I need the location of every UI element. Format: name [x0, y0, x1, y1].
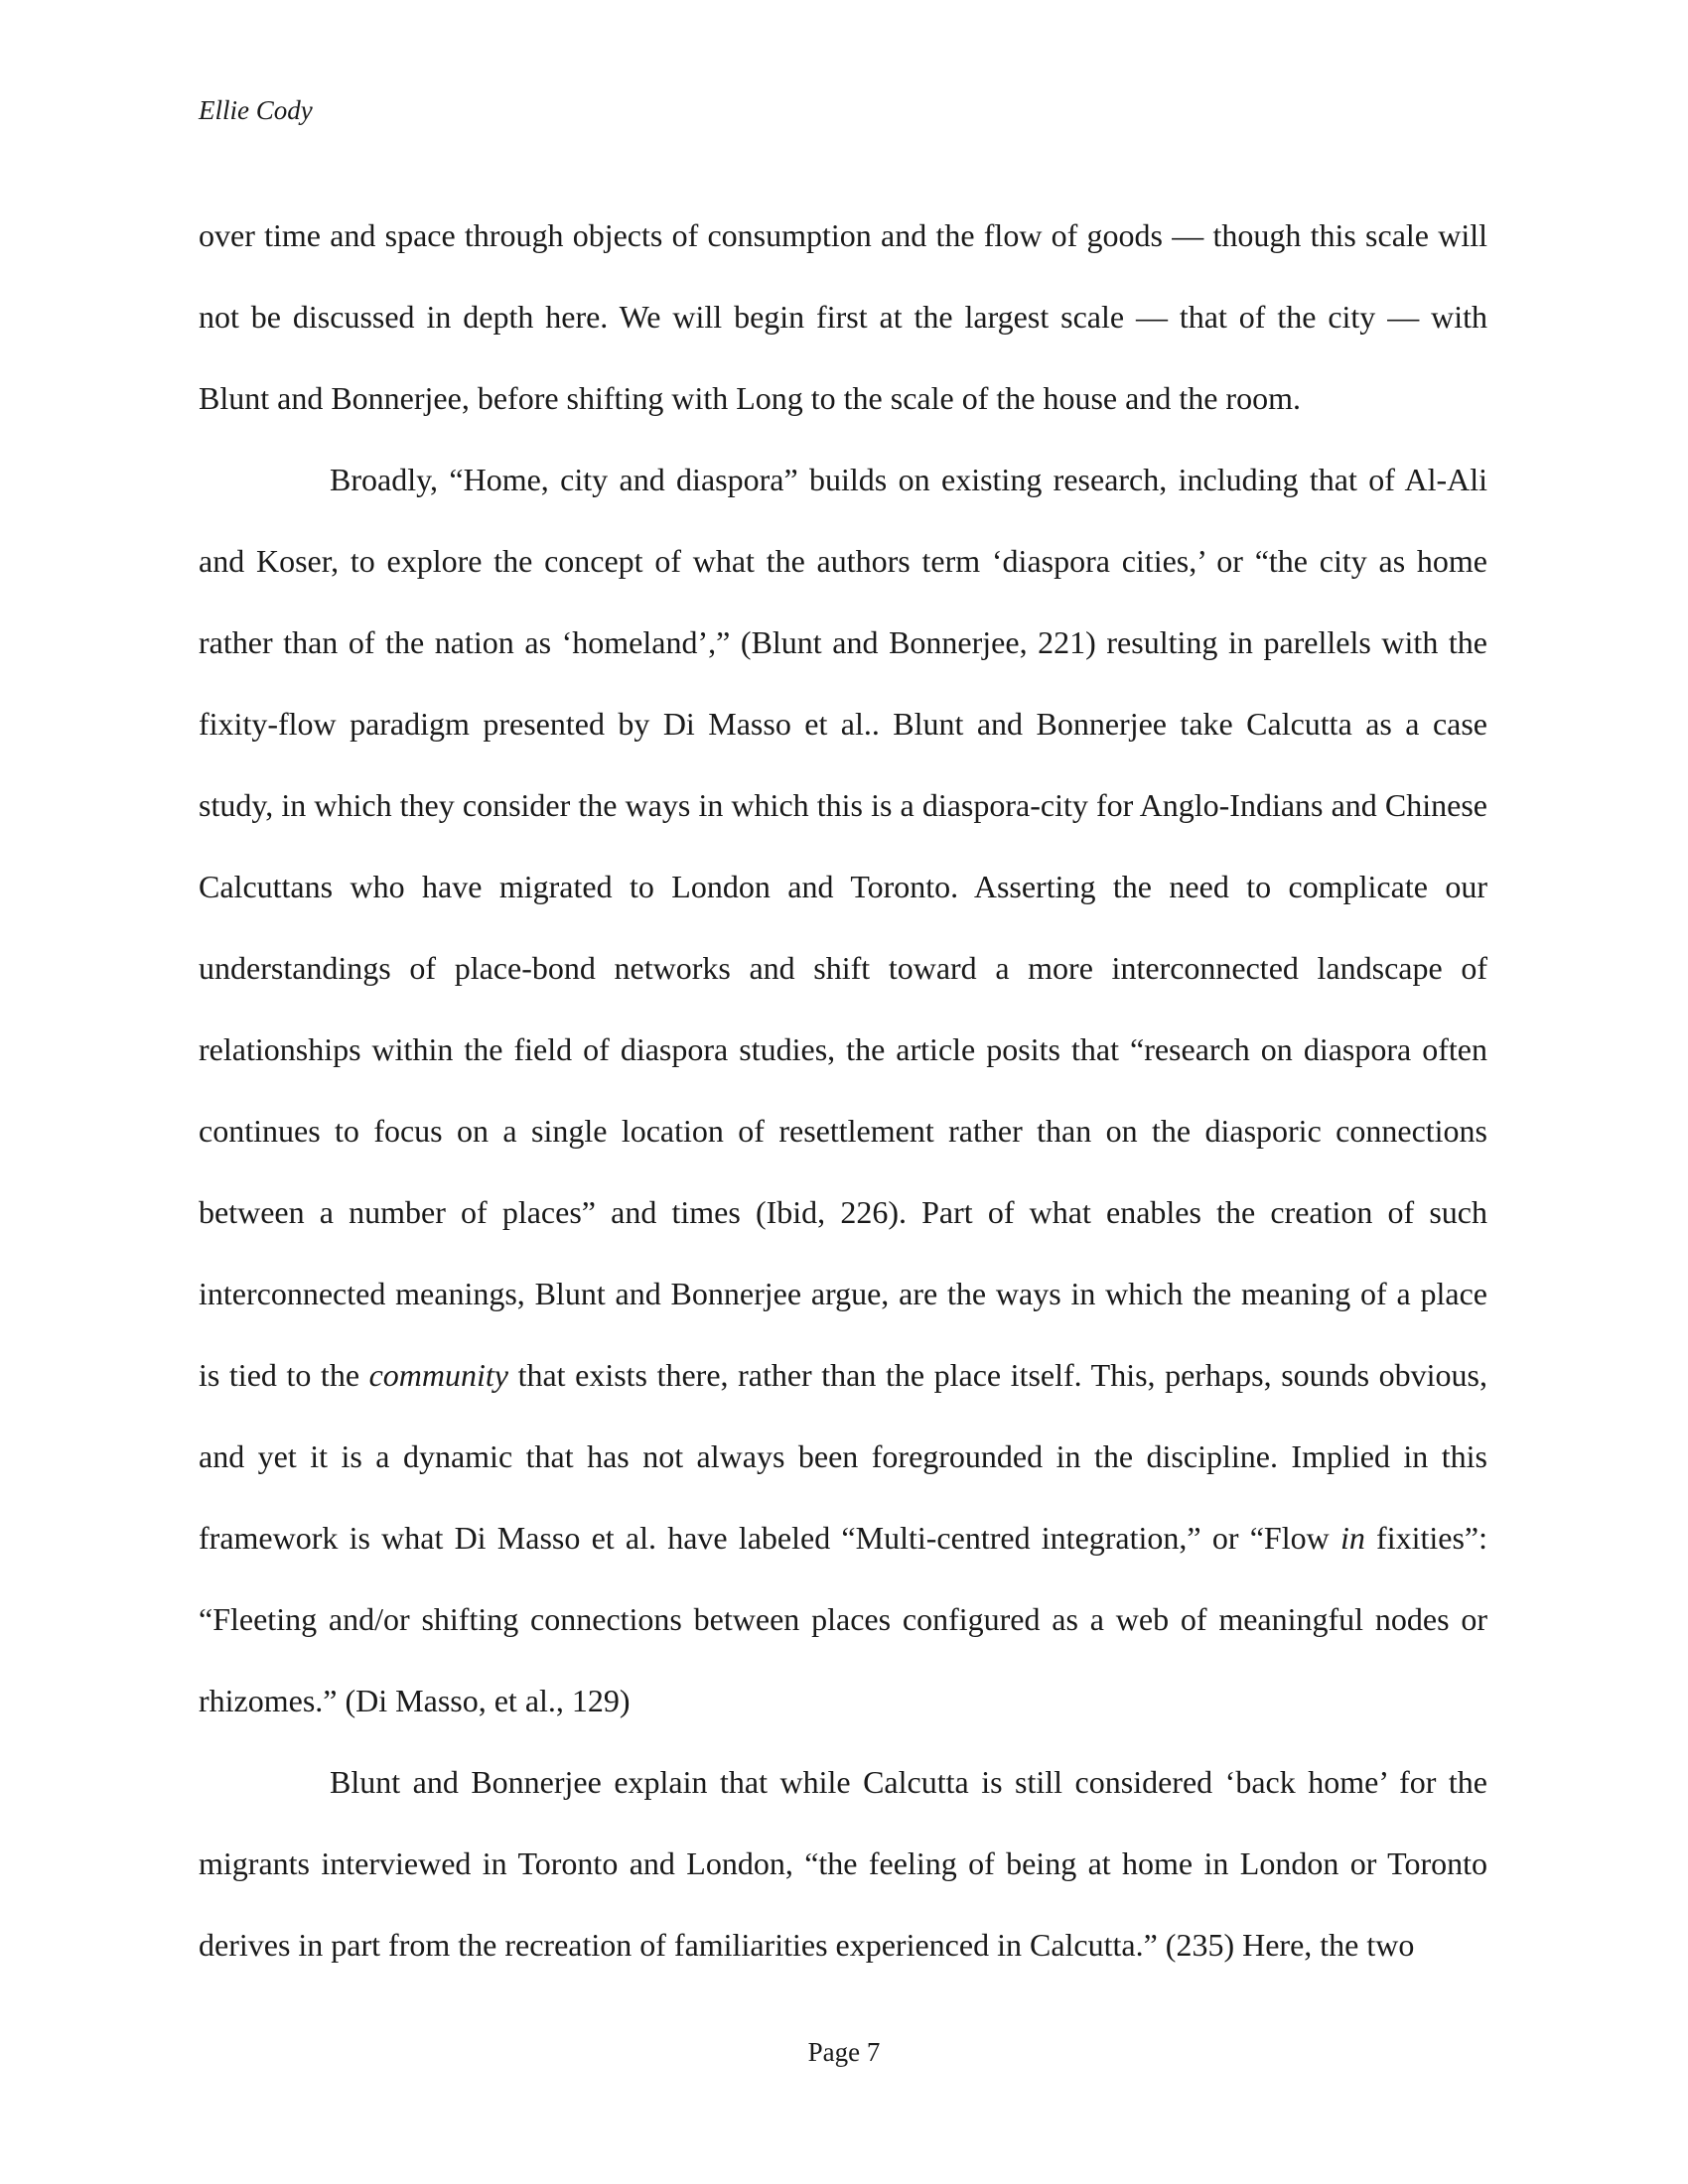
page-number: Page 7: [807, 2037, 881, 2067]
emphasis-community: community: [368, 1357, 508, 1393]
paragraph-3: Blunt and Bonnerjee explain that while Calcutta is still considered ‘back home’ for the migrants interviewed in Toronto and London, “the feeling of being at home in London or Toronto derives in part from the recreation of familiarities experienced in Calcutta.” (235) Here, the two: [199, 1764, 1487, 1963]
emphasis-in: in: [1339, 1520, 1365, 1556]
paragraph-1: over time and space through objects of consumption and the flow of goods — though this scale will not be discussed in depth here. We will begin first at the largest scale — that of the city — with Blunt and Bonnerjee, before shifting with Long to the scale of the house and the room.: [199, 217, 1487, 416]
paragraph-2-text-a: Broadly, “Home, city and diaspora” builds on existing research, including that of Al-Ali and Koser, to explore the concept of what the authors term ‘diaspora cities,’ or “the city as home rather than of the nation as ‘homeland’,” (Blunt and Bonnerjee, 221) resulting in parellels with the fixity-flow paradigm presented by Di Masso et al.. Blunt and Bonnerjee take Calcutta as a case study, in which they consider the ways in which this is a diaspora-city for Anglo-Indians and Chinese Calcuttans who have migrated to London and Toronto. Asserting the need to complicate our understandings of place-bond networks and shift toward a more interconnected landscape of relationships within the field of diaspora studies, the article posits that “research on diaspora often continues to focus on a single location of resettlement rather than on the diasporic connections between a number of places” and times (Ibid, 226). Part of what enables the creation of such interconnected meanings, Blunt and Bonnerjee argue, are the ways in which the meaning of a place is tied to the: [199, 462, 1487, 1393]
running-header-author: Ellie Cody: [199, 95, 313, 125]
paragraph-2-text-c: fixities”: “Fleeting and/or shifting connections between places configured as a web of meaningful nodes or rhizomes.” (Di Masso, et al., 129): [199, 1520, 1488, 1718]
paragraph-2-text-b: that exists there, rather than the place itself. This, perhaps, sounds obvious, and yet it is a dynamic that has not always been foregrounded in the discipline. Implied in this framework is what Di Masso et al. have labeled “Multi-centred integration,” or “Flow: [199, 1357, 1488, 1556]
paragraph-2: [199, 439, 1487, 1741]
body-text: [199, 195, 1487, 1985]
